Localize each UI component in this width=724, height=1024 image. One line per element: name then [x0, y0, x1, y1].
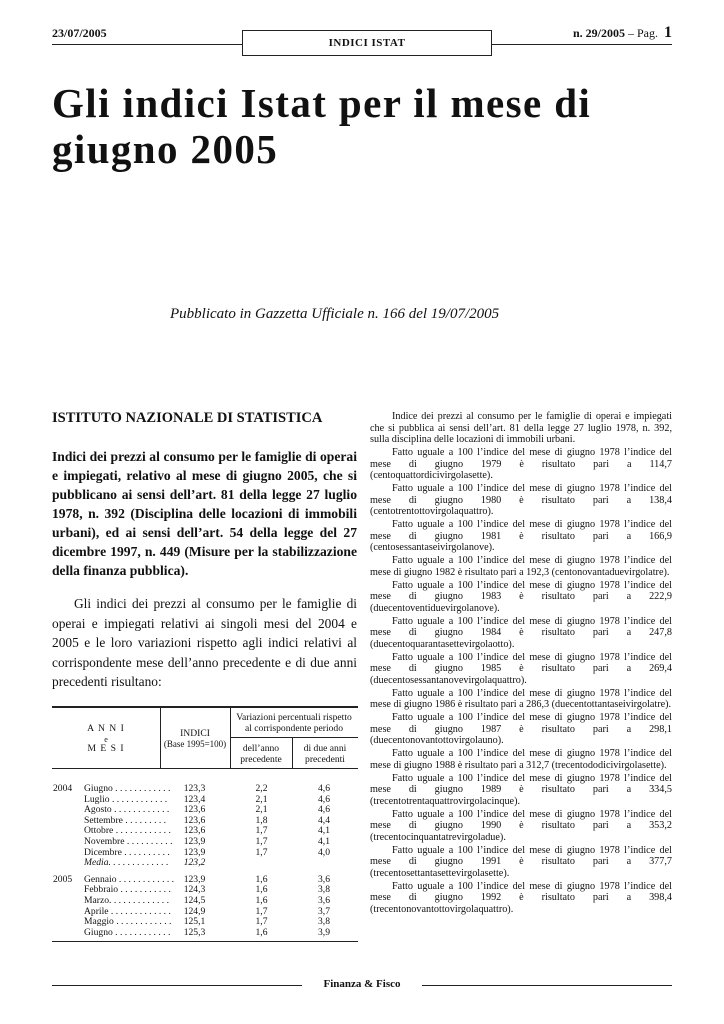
row-index: 123,6 [183, 814, 206, 826]
row-var-two: 4,6 [318, 804, 330, 816]
index-paragraph: Fatto uguale a 100 l’indice del mese di giugno 1978 l’indice del mese di giugno 1987 è risultato pari a 298,1 (duecentonovantottovirgolauno). [370, 712, 672, 746]
table-row [52, 784, 358, 795]
row-var-two: 3,9 [318, 926, 330, 938]
row-month: Ottobre . . . . . . . . . . . . [84, 825, 171, 837]
row-index: 123,2 [183, 857, 206, 869]
table-head-indici: INDICI [180, 728, 210, 739]
row-month: Giugno . . . . . . . . . . . . [84, 926, 171, 938]
row-var-prev: 1,7 [255, 916, 268, 928]
right-intro-paragraph: Indice dei prezzi al consumo per le famiglie di operai e impiegati che si pubblica ai sensi dell’art. 81 della legge 27 luglio 1978, n. 392, sulla disciplina delle locazioni di immobili urbani. [370, 411, 672, 445]
index-paragraph: Fatto uguale a 100 l’indice del mese di giugno 1978 l’indice del mese di giugno 1988 è risultato pari a 312,7 (trecentododicivirgolasette). [370, 748, 672, 771]
row-index: 123,6 [183, 804, 206, 816]
table-head-prev1: dell’anno [242, 743, 280, 754]
table-head-mesi: M E S I [87, 743, 125, 754]
table-head-two1: di due anni [303, 743, 347, 754]
row-month: Gennaio . . . . . . . . . . . . [84, 873, 175, 885]
table-head-rule [52, 768, 358, 769]
index-paragraph: Fatto uguale a 100 l’indice del mese di giugno 1978 l’indice del mese di giugno 1980 è risultato pari a 138,4 (centotrentottovirgolaquattro). [370, 483, 672, 517]
row-month: Dicembre . . . . . . . . . . [84, 846, 170, 858]
footer-rule-left [52, 985, 302, 986]
row-year: 2004 [53, 783, 73, 794]
table-head-e: e [104, 735, 108, 744]
row-var-two: 3,8 [318, 916, 330, 928]
header-section-box: INDICI ISTAT [242, 30, 492, 56]
row-index: 125,3 [183, 926, 206, 938]
table-top-rule [52, 706, 358, 708]
row-month: Febbraio . . . . . . . . . . . [84, 884, 171, 896]
row-var-prev: 2,1 [255, 804, 268, 816]
footer-title: Finanza & Fisco [323, 978, 401, 990]
row-month: Luglio . . . . . . . . . . . . [84, 793, 168, 805]
row-index: 123,4 [183, 793, 206, 805]
row-var-two: 4,4 [318, 814, 330, 826]
row-month: Settembre . . . . . . . . . [84, 814, 167, 826]
index-paragraph: Fatto uguale a 100 l’indice del mese di giugno 1978 l’indice del mese di giugno 1989 è risultato pari a 334,5 (trecentotrentaquattrovirgolacinque). [370, 772, 672, 807]
row-index: 123,6 [183, 825, 206, 837]
row-var-two: 3,7 [318, 905, 330, 917]
row-month: Agosto . . . . . . . . . . . . [84, 804, 170, 816]
header-page-info [573, 24, 672, 42]
header-rule-left [52, 44, 242, 45]
index-paragraph: Fatto uguale a 100 l’indice del mese di giugno 1978 l’indice del mese di giugno 1991 è risultato pari a 377,7 (trecentosettantasettevirgolasette). [370, 844, 672, 879]
table-row [52, 928, 358, 939]
index-paragraph: Fatto uguale a 100 l’indice del mese di giugno 1978 l’indice del mese di giugno 1981 è risultato pari a 166,9 (centosessantaseivirgolanove). [370, 519, 672, 553]
header-page-number: 1 [664, 24, 672, 41]
right-column-text [370, 411, 672, 917]
row-year: 2005 [53, 873, 73, 885]
row-var-two: 4,0 [318, 846, 330, 858]
row-index: 124,3 [183, 884, 206, 896]
table-head-anni: A N N I [87, 723, 125, 734]
row-var-prev: 1,7 [255, 836, 268, 847]
row-var-prev: 1,6 [255, 895, 268, 906]
row-var-prev: 2,2 [255, 783, 268, 794]
row-month: Giugno . . . . . . . . . . . . [84, 783, 171, 794]
row-var-prev: 1,6 [255, 884, 268, 896]
index-paragraph: Fatto uguale a 100 l’indice del mese di giugno 1978 l’indice del mese di giugno 1985 è risultato pari a 269,4 (duecentosessantanovevirgolaquattro). [370, 651, 672, 686]
header-issue: n. 29/2005 [572, 26, 625, 40]
table-subhead-rule [230, 737, 358, 738]
table-bottom-rule [52, 941, 358, 942]
index-paragraph: Fatto uguale a 100 l’indice del mese di giugno 1978 l’indice del mese di giugno 1984 è risultato pari a 247,8 (duecentoquarantasettevirgolaotto). [370, 615, 672, 650]
table-row [52, 837, 358, 848]
page-title: Gli indici Istat per il mese di giugno 2005 [52, 80, 592, 172]
row-var-two: 4,1 [318, 825, 330, 837]
header-page-label: – Pag. [628, 26, 658, 40]
publication-note: Pubblicato in Gazzetta Ufficiale n. 166 del 19/07/2005 [170, 306, 500, 322]
table-head-base: (Base 1995=100) [163, 739, 227, 749]
table-row [52, 896, 358, 907]
row-index: 124,5 [183, 895, 206, 906]
row-index: 124,9 [183, 905, 206, 917]
row-month: Marzo. . . . . . . . . . . . . [84, 895, 169, 906]
row-var-two: 4,6 [318, 783, 330, 794]
row-var-prev: 1,6 [255, 873, 268, 885]
row-month: Novembre . . . . . . . . . . [84, 836, 173, 847]
index-paragraph: Fatto uguale a 100 l’indice del mese di giugno 1978 l’indice del mese di giugno 1986 è risultato pari a 286,3 (duecentottantaseivirgolatre). [370, 687, 672, 710]
row-var-two: 3,6 [318, 873, 330, 885]
table-head-prev2: precedente [240, 754, 282, 765]
table-head-var1: Variazioni percentuali rispetto [236, 712, 352, 723]
row-index: 123,3 [183, 783, 206, 794]
table-head-var2: al corrispondente periodo [244, 723, 344, 734]
table-row [52, 858, 358, 869]
row-var-prev: 2,1 [255, 793, 268, 805]
row-var-prev: 1,7 [255, 905, 268, 917]
row-var-prev: 1,8 [255, 814, 268, 826]
row-var-prev: 1,7 [255, 846, 268, 858]
row-var-two: 4,6 [318, 793, 330, 805]
row-index: 123,9 [183, 846, 206, 858]
header-date: 23/07/2005 [52, 26, 107, 40]
row-var-prev: 1,7 [255, 825, 268, 837]
header-rule-right [492, 44, 672, 45]
intro-paragraph: Indici dei prezzi al consumo per le famiglie di operai e impiegati, relativo al mese di giugno 2005, che si pubblicano ai sensi dell’art. 81 della legge 27 luglio 1978, n. 392 (Disciplina delle locazioni di immobili urbani), ed ai sensi dell’art. 54 della legge del 27 dicembre 1997, n. 449 (Misure per la stabilizzazione della finanza pubblica). [52, 449, 357, 578]
index-paragraph: Fatto uguale a 100 l’indice del mese di giugno 1978 l’indice del mese di giugno 1983 è risultato pari a 222,9 (duecentoventiduevirgolanove). [370, 579, 672, 614]
row-var-two: 3,6 [318, 895, 330, 906]
lead-paragraph: Gli indici dei prezzi al consumo per le famiglie di operai e impiegati relativi ai singoli mesi del 2004 e 2005 e le loro variazioni rispetto agli indici relativi al corrispondente mese dell’anno precedente e di due anni precedenti risultano: [52, 596, 357, 690]
row-index: 125,1 [183, 916, 206, 928]
index-paragraph: Fatto uguale a 100 l’indice del mese di giugno 1978 l’indice del mese di giugno 1990 è risultato pari a 353,2 (trecentocinquantatrevirgoladue). [370, 808, 672, 843]
index-paragraph: Fatto uguale a 100 l’indice del mese di giugno 1978 l’indice del mese di giugno 1992 è risultato pari a 398,4 (trecentonovantottovirgolaquattro). [370, 880, 672, 915]
row-index: 123,9 [183, 873, 206, 885]
institute-heading: ISTITUTO NAZIONALE DI STATISTICA [52, 410, 323, 426]
footer-rule-right [422, 985, 672, 986]
row-month: Maggio . . . . . . . . . . . . [84, 916, 172, 928]
index-paragraph: Fatto uguale a 100 l’indice del mese di giugno 1978 l’indice del mese di giugno 1979 è risultato pari a 114,7 (centoquattordicivirgolasette). [370, 447, 672, 481]
row-var-two: 4,1 [318, 836, 330, 847]
row-month: Aprile . . . . . . . . . . . . . [84, 905, 171, 917]
row-var-two: 3,8 [318, 884, 330, 896]
index-paragraph: Fatto uguale a 100 l’indice del mese di giugno 1978 l’indice del mese di giugno 1982 è risultato pari a 192,3 (centonovantaduevirgolatre). [370, 555, 672, 578]
table-head-two2: precedenti [305, 754, 345, 765]
row-index: 123,9 [183, 836, 206, 847]
row-month: Media. . . . . . . . . . . . . [84, 857, 169, 869]
row-var-prev: 1,6 [255, 926, 268, 938]
